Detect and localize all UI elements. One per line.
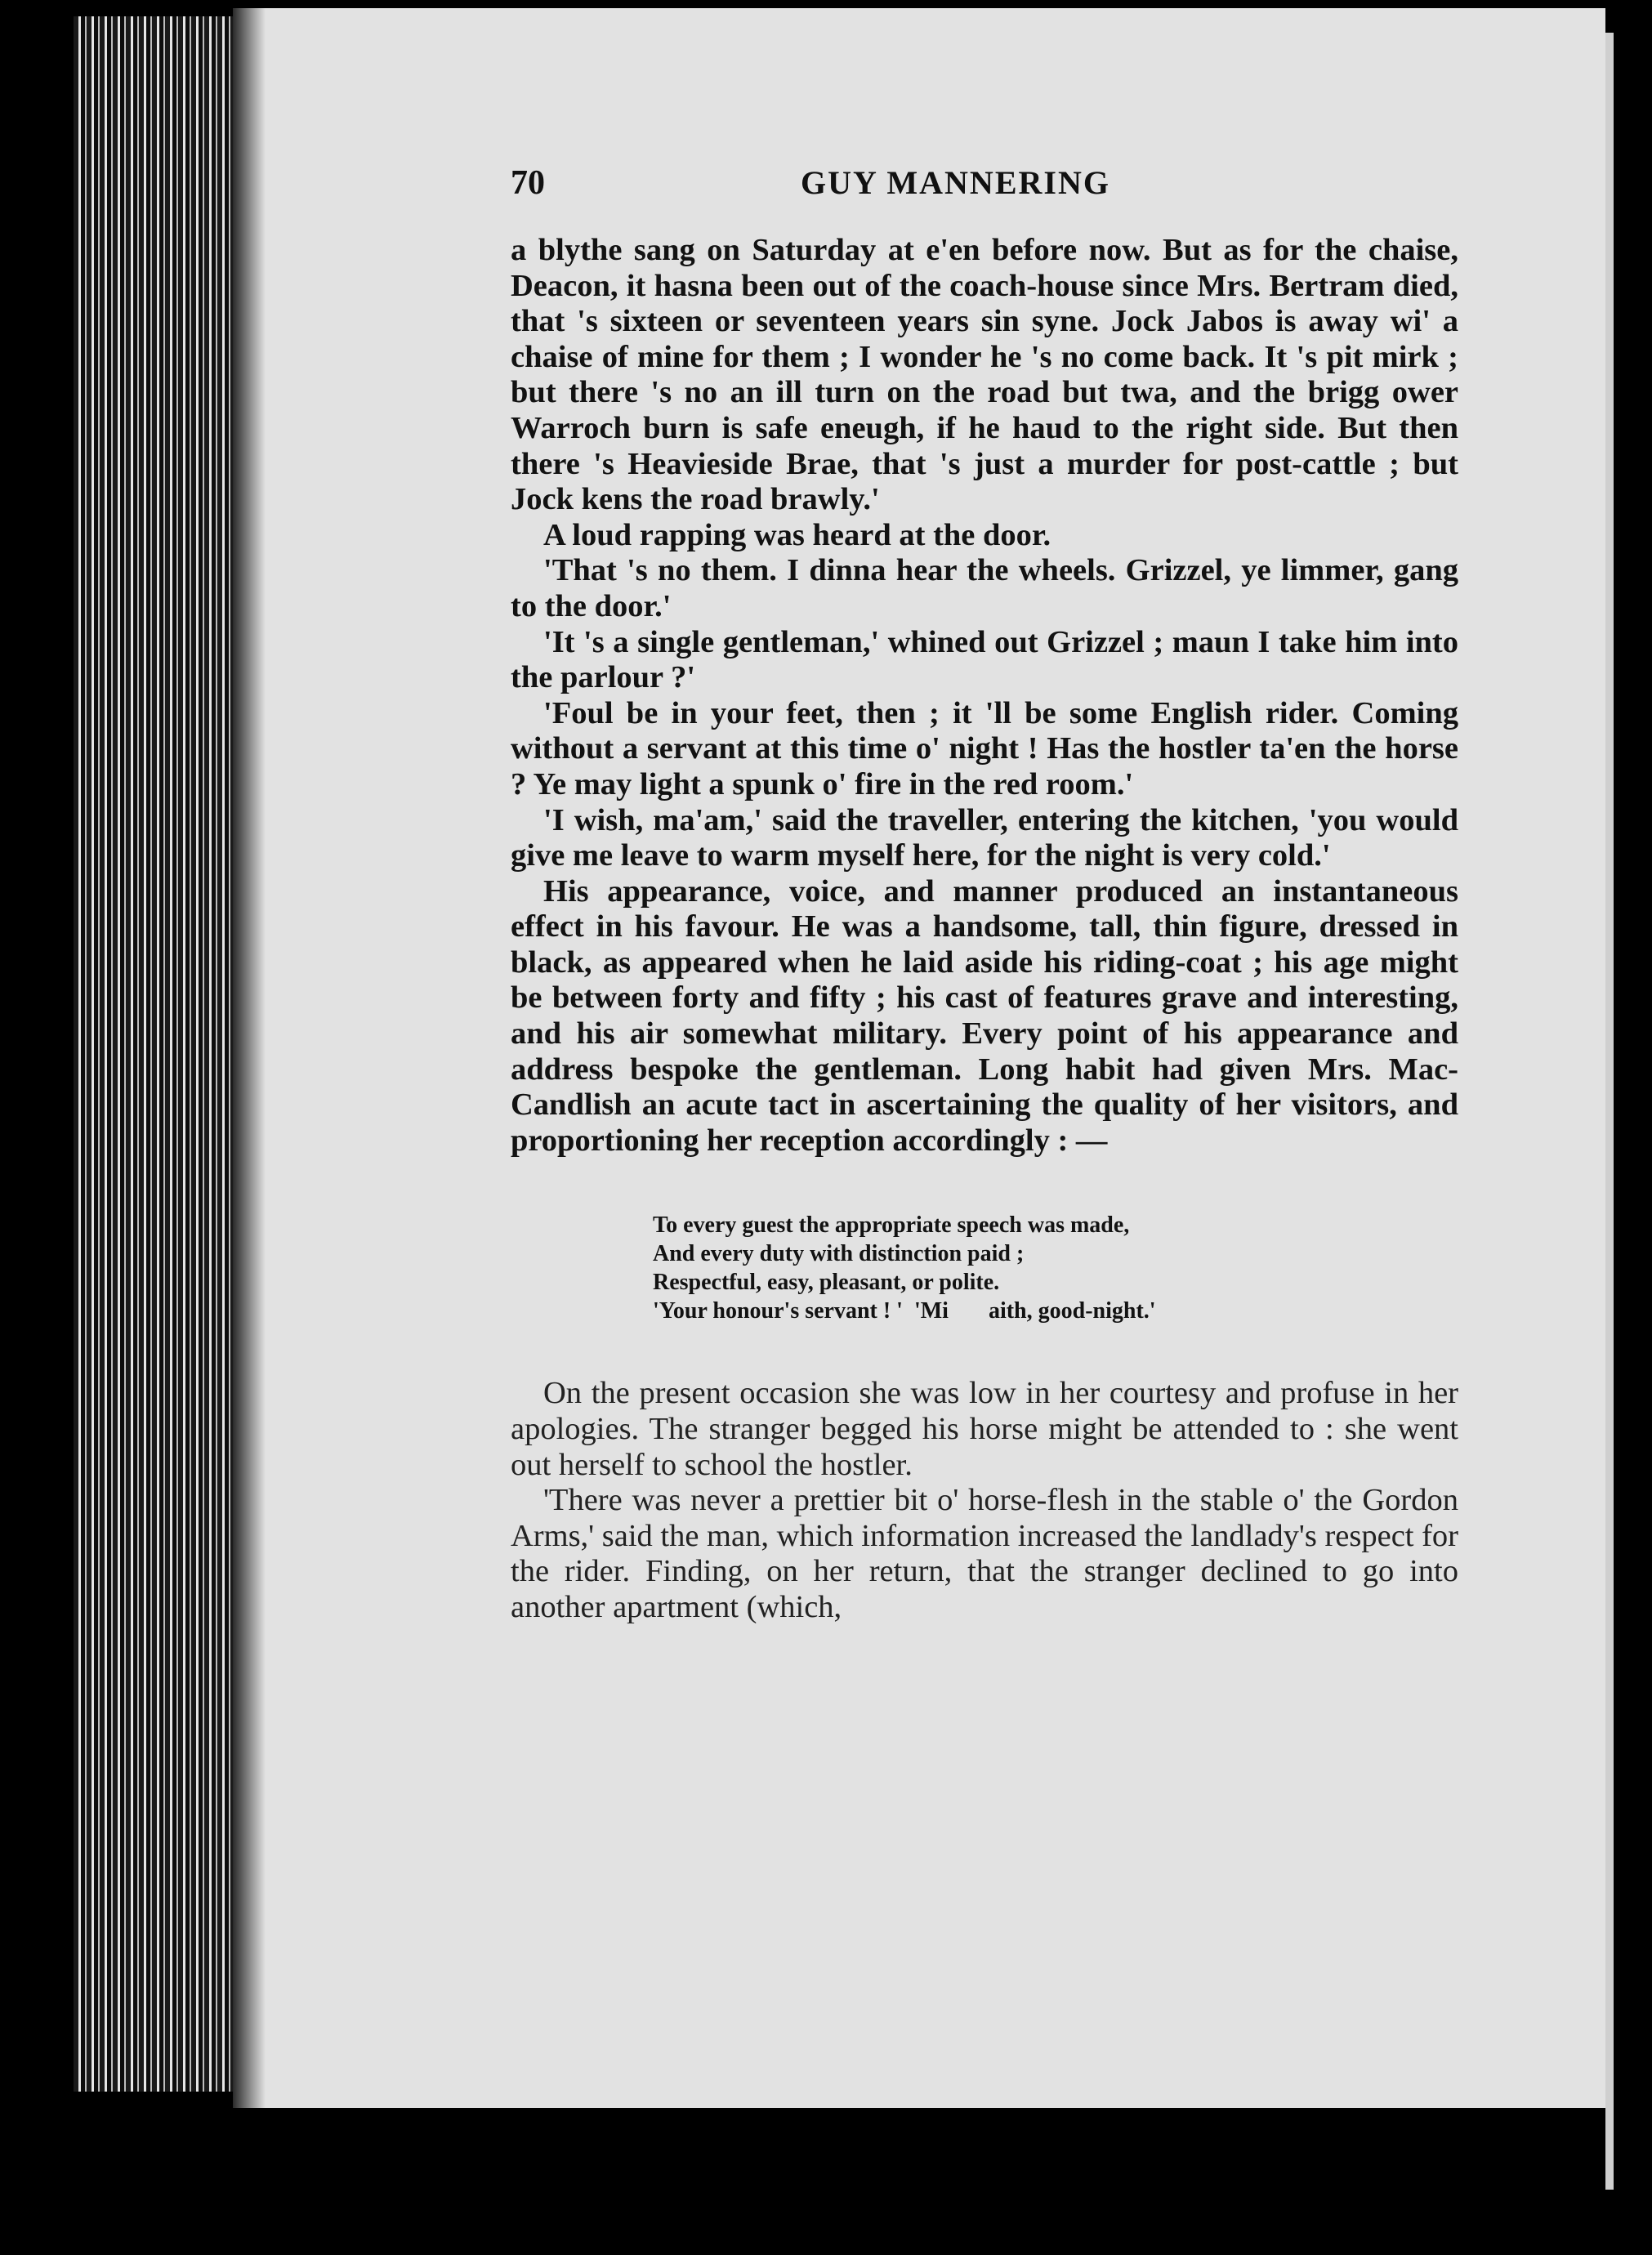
paragraph: a blythe sang on Saturday at e'en before now. But as for the chaise, Deacon, it hasna been out of the coach-house since Mrs. Bertram died, that 's sixteen or seventeen years sin syne. Jock Jabos is away wi' a chaise of mine for them ; I wonder he 's no come back. It 's pit mirk ; but there 's no an ill turn on the road but twa, and the brigg ower Warroch burn is safe eneugh, if he haud to the right side. But then there 's Heavieside Brae, that 's just a murder for post-cattle ; but Jock kens the road brawly.': [511, 233, 1458, 517]
paragraph: His appearance, voice, and manner produced an instantaneous effect in his favour. He was a handsome, tall, thin figure, dressed in black, as appeared when he laid aside his riding-coat ; his age might be between forty and fifty ; his cast of features grave and interesting, and his air somewhat military. Every point of his appearance and address bespoke the gentleman. Long habit had given Mrs. Mac-Candlish an acute tact in ascertaining the quality of her visitors, and proportioning her reception accordingly : —: [511, 873, 1458, 1158]
page-header: [511, 163, 1454, 212]
paragraph: 'There was never a prettier bit o' horse-flesh in the stable o' the Gordon Arms,' said the man, which information increased the landlady's respect for the rider. Finding, on her return, that the stranger declined to go into another apartment (which,: [511, 1483, 1458, 1624]
verse-quotation: [653, 1211, 1458, 1325]
page-number: 70: [511, 164, 545, 202]
book-page-edges: [74, 16, 245, 2092]
paragraph: 'Foul be in your feet, then ; it 'll be some English rider. Coming without a servant at this time o' night ! Has the hostler ta'en the horse ? Ye may light a spunk o' fire in the red room.': [511, 695, 1458, 802]
facing-page-edge: [1605, 33, 1652, 2190]
paragraph: 'It 's a single gentleman,' whined out Grizzel ; maun I take him into the parlour ?': [511, 624, 1458, 695]
book-gutter: [233, 8, 266, 2108]
paragraph: A loud rapping was heard at the door.: [543, 517, 1051, 552]
page-body: [511, 233, 1458, 1626]
verse-line: To every guest the appropriate speech was made,: [653, 1212, 1130, 1239]
verse-line: Respectful, easy, pleasant, or polite.: [653, 1270, 1000, 1296]
running-head: GUY MANNERING: [801, 164, 1110, 201]
verse-line: 'Your honour's servant ! ' 'Mi aith, good-night.': [653, 1298, 1156, 1324]
paragraph: 'I wish, ma'am,' said the traveller, entering the kitchen, 'you would give me leave to warm myself here, for the night is very cold.': [511, 802, 1458, 873]
paragraph: 'That 's no them. I dinna hear the wheels. Grizzel, ye limmer, gang to the door.': [511, 553, 1458, 623]
paragraph: On the present occasion she was low in her courtesy and profuse in her apologies. The stranger begged his horse might be attended to : she went out herself to school the hostler.: [511, 1376, 1458, 1482]
verse-line: And every duty with distinction paid ;: [653, 1241, 1025, 1267]
